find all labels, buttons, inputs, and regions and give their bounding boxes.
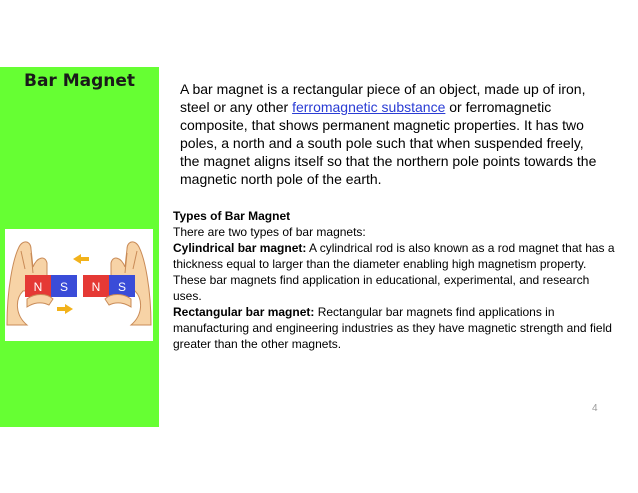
right-magnet-south-label: S bbox=[117, 280, 127, 294]
intro-paragraph bbox=[180, 80, 606, 188]
right-magnet bbox=[83, 275, 135, 297]
magnets-in-hands-image bbox=[5, 229, 153, 341]
intro-text-end: or ferromagnetic composite, that shows permanent magnetic properties. It has two poles, a north and a south pole such that when suspended freely, the magnet aligns itself so that the northern pole points towards the magnetic north pole of the earth. bbox=[180, 99, 597, 187]
sidebar-panel bbox=[0, 67, 159, 427]
cylindrical-label: Cylindrical bar magnet: bbox=[173, 241, 307, 255]
rectangular-text: Rectangular bar magnets find applications in manufacturing and engineering industries as they have magnetic strength and field greater than the other magnets. bbox=[173, 305, 612, 351]
left-magnet-south-label: S bbox=[59, 280, 69, 294]
types-lead: There are two types of bar magnets: bbox=[173, 225, 366, 239]
types-heading: Types of Bar Magnet bbox=[173, 209, 291, 223]
intro-text-start: A bar magnet is a rectangular piece of an object, made up of iron, steel or any other bbox=[180, 81, 586, 115]
page-number: 4 bbox=[592, 403, 598, 414]
left-magnet bbox=[25, 275, 77, 297]
rectangular-label: Rectangular bar magnet: bbox=[173, 305, 315, 319]
ferromagnetic-substance-link[interactable]: ferromagnetic substance bbox=[292, 99, 446, 115]
left-magnet-north-label: N bbox=[33, 280, 43, 294]
page-title: Bar Magnet bbox=[24, 71, 136, 91]
rectangular-paragraph bbox=[173, 304, 618, 352]
types-section bbox=[173, 208, 618, 352]
bar-magnet-illustration bbox=[5, 229, 153, 341]
right-magnet-north-label: N bbox=[91, 280, 101, 294]
cylindrical-paragraph bbox=[173, 240, 618, 304]
cylindrical-text: A cylindrical rod is also known as a rod magnet that has a thickness equal to larger than the diameter enabling high magnetism property. These bar magnets find application in educational, experimental, and research uses. bbox=[173, 241, 615, 303]
